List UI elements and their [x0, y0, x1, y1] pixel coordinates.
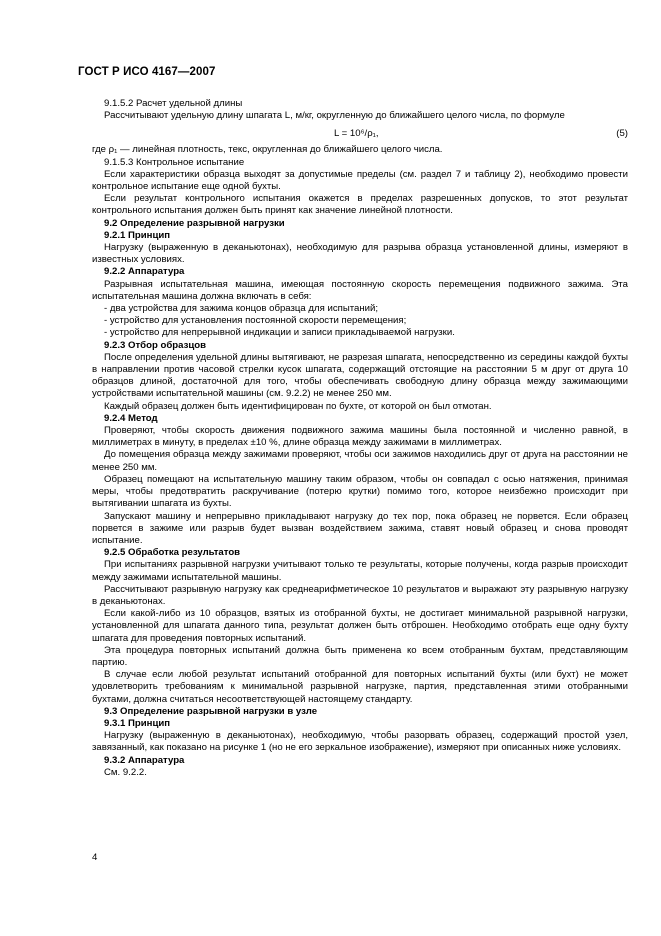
- document-body: [92, 98, 628, 779]
- section-heading: 9.2.1 Принцип: [104, 229, 171, 241]
- paragraph: После определения удельной длины вытягивают, не разрезая шпагата, непосредственно из середины каждой бухты в направлении против часовой стрелки кусок шпагата, содержащий отстоящие на расстоянии 5 м друг от друга 10 образцов длиной, достаточной для того, чтобы обеспечивать свободную длину образца между зажимающими устройствами испытательной машины (см. 9.2.2) не менее 250 мм.: [92, 351, 628, 400]
- paragraph: При испытаниях разрывной нагрузки учитывают только те результаты, которые получены, когда разрыв происходит между зажимами испытательной машины.: [92, 559, 628, 583]
- section-heading: 9.2.5 Обработка результатов: [104, 547, 241, 559]
- section-heading: 9.2 Определение разрывной нагрузки: [104, 217, 285, 229]
- paragraph: Разрывная испытательная машина, имеющая постоянную скорость перемещения подвижного зажима. Эта испытательная машина должна включать в себя:: [92, 278, 628, 302]
- section-heading: 9.2.2 Аппаратура: [104, 266, 185, 278]
- document-header: ГОСТ Р ИСО 4167—2007: [78, 66, 216, 78]
- list-item: - два устройства для зажима концов образца для испытаний;: [104, 303, 379, 315]
- paragraph: Рассчитывают разрывную нагрузку как среднеарифметическое 10 результатов и выражают эту разрывную нагрузку в деканьютонах.: [92, 583, 628, 607]
- section-heading: 9.2.3 Отбор образцов: [104, 339, 206, 351]
- paragraph: 9.1.5.2 Расчет удельной длины: [104, 98, 243, 109]
- paragraph: Образец помещают на испытательную машину таким образом, чтобы он совпадал с осью натяжения, принимая меры, чтобы предотвратить раскручивание (потерю крутки) помимо того, которое неизбежно происходит при вытягивании шпагата из бухты.: [92, 473, 628, 510]
- section-heading: 9.3.1 Принцип: [104, 717, 171, 729]
- paragraph: 9.1.5.3 Контрольное испытание: [104, 156, 245, 168]
- page-number: 4: [92, 852, 98, 863]
- list-item: - устройство для непрерывной индикации и записи прикладываемой нагрузки.: [104, 327, 455, 339]
- paragraph: Эта процедура повторных испытаний должна быть применена ко всем отобранным бухтам, представляющим партию.: [92, 644, 628, 668]
- formula-expression: L = 10⁶/ρ₁,: [334, 128, 379, 140]
- list-item: - устройство для установления постоянной скорости перемещения;: [104, 315, 407, 327]
- section-heading: 9.3.2 Аппаратура: [104, 754, 185, 766]
- paragraph: В случае если любой результат испытаний отобранной для повторных испытаний бухты (или бухт) не может удовлетворить требованиям к минимальной разрывной нагрузке, партия, представленная этими отобранными бухтами, должна считаться несоответствующей настоящему стандарту.: [92, 669, 628, 705]
- paragraph: Запускают машину и непрерывно прикладывают нагрузку до тех пор, пока образец не порвется. Если образец порвется в зажиме или разрыв будет вызван воздействием зажима, ставят новый образец и снова проводят испытание.: [92, 510, 628, 546]
- paragraph: Нагрузку (выраженную в деканьютонах), необходимую, чтобы разорвать образец, содержащий простой узел, завязанный, как показано на рисунке 1 (но не его зеркальное изображение), измеряют при описанных ниже условиях.: [92, 730, 628, 754]
- paragraph: См. 9.2.2.: [104, 766, 147, 778]
- paragraph: Нагрузку (выраженную в деканьютонах), необходимую для разрыва образца установленной длины, измеряют в известных условиях.: [92, 242, 628, 266]
- paragraph: Если результат контрольного испытания окажется в пределах разрешенных допусков, то этот результат контрольного испытания должен быть принят как значение линейной плотности.: [92, 193, 628, 217]
- formula-number: (5): [616, 128, 628, 140]
- paragraph: До помещения образца между зажимами проверяют, чтобы оси зажимов находились друг от друга на расстоянии не менее 250 мм.: [92, 449, 628, 473]
- section-heading: 9.2.4 Метод: [104, 412, 158, 424]
- paragraph: Каждый образец должен быть идентифицирован по бухте, от которой он был отмотан.: [104, 400, 492, 412]
- paragraph: Рассчитывают удельную длину шпагата L, м/кг, округленную до ближайшего целого числа, по формуле: [104, 110, 565, 122]
- paragraph: где ρ₁ — линейная плотность, текс, округленная до ближайшего целого числа.: [92, 144, 443, 156]
- formula: [92, 124, 628, 144]
- paragraph: Если какой-либо из 10 образцов, взятых из отобранной бухты, не достигает минимальной разрывной нагрузки, установленной для шпагата данного типа, результат должен быть отброшен. Необходимо отобрать еще одну бухту шпагата для проведения повторных испытаний.: [92, 608, 628, 644]
- section-heading: 9.3 Определение разрывной нагрузки в узле: [104, 705, 318, 717]
- paragraph: Проверяют, чтобы скорость движения подвижного зажима машины была постоянной и численно равной, в миллиметрах в минуту, в пределах ±10 %, длине образца между зажимами в миллиметрах.: [92, 425, 628, 449]
- paragraph: Если характеристики образца выходят за допустимые пределы (см. раздел 7 и таблицу 2), необходимо провести контрольное испытание еще одной бухты.: [92, 168, 628, 193]
